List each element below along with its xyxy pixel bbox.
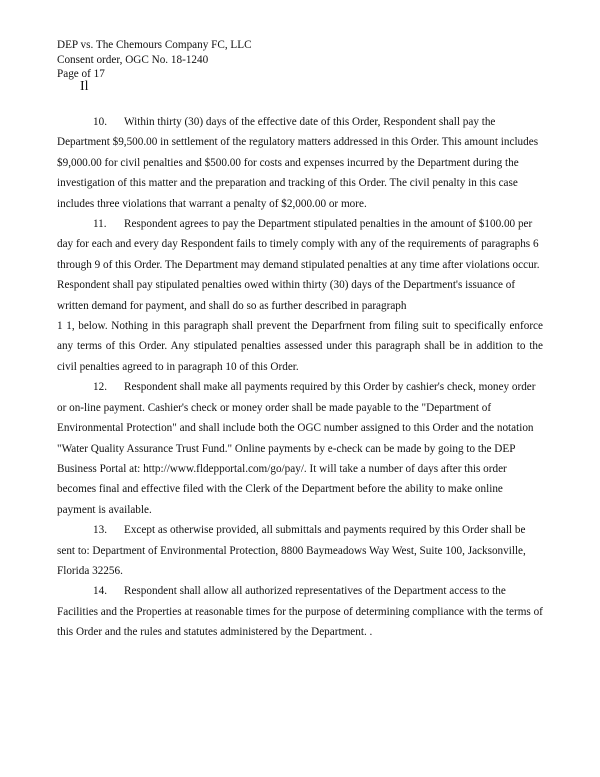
paragraph-text: Within thirty (30) days of the effective date of this Order, Respondent shall pay the Department $9,500.00 in settlement of the regulatory matters addressed in this Order. This amount includes $9,000.00 for civil penalties and $500.00 for costs and expenses incurred by the Department during the investigation of this matter and the preparation and tracking of this Order. The civil penalty in this case includes three violations that warrant a penalty of $2,000.00 or more. <box>57 116 539 210</box>
header-page-number: Page of 17 <box>57 68 105 80</box>
paragraph-text: Respondent shall make all payments required by this Order by cashier's check, money order or on-line payment. Cashier's check or money order shall be made payable to the "Department of Environmental Protection" and shall include both the OGC number assigned to this Order and the notation "Water Quality Assurance Trust Fund." Online payments by e-check can be made by going to the DEP Business Portal at: http://www.fldepportal.com/go/pay/. It will take a number of days after this order becomes final and effective filed with the Clerk of the Department before the ability to make online payment is available. <box>57 381 536 516</box>
paragraph-number: 11. <box>93 218 107 231</box>
paragraph-text: Except as otherwise provided, all submittals and payments required by this Order shall be sent to: Department of Environmental Protection, 8800 Baymeadows Way West, Suite 100, Jacksonville, Florida 32256. <box>57 524 526 577</box>
paragraph-14 <box>57 581 543 642</box>
document-header <box>57 38 252 82</box>
paragraph-text: Respondent shall allow all authorized representatives of the Department access to the Facilities and the Properties at reasonable times for the purpose of determining compliance with the terms of this Order and the rules and statutes administered by the Department. . <box>57 585 543 639</box>
paragraph-13 <box>57 520 543 581</box>
paragraph-text: Respondent agrees to pay the Department stipulated penalties in the amount of $100.00 per day for each and every day Respondent fails to timely comply with any of the requirements of paragraphs 6 through 9 of this Order. The Department may demand stipulated penalties at any time after violations occur. Respondent shall pay stipulated penalties owed within thirty (30) days of the Department's issuance of written demand for payment, and shall do so as further described in paragraph <box>57 218 540 312</box>
header-order-number: Consent order, OGC No. 18-1240 <box>57 53 209 66</box>
header-case-title: DEP vs. The Chemours Company FC, LLC <box>57 39 252 51</box>
paragraph-10 <box>57 112 543 214</box>
paragraph-number: 13. <box>93 524 107 537</box>
paragraph-number: 14. <box>93 585 107 598</box>
paragraph-11 <box>57 214 543 316</box>
stray-mark: Il <box>80 79 89 94</box>
paragraph-number: 10. <box>93 116 107 128</box>
paragraph-11-continuation: 1 1, below. Nothing in this paragraph shall prevent the Deparfrnent from filing suit to specifically enforce any terms of this Order. Any stipulated penalties assessed under this paragraph shall be in addition to the civil penalties agreed to in paragraph 10 of this Order. <box>57 320 543 373</box>
paragraph-12 <box>57 377 543 520</box>
document-body <box>57 112 543 643</box>
paragraph-number: 12. <box>93 381 107 394</box>
